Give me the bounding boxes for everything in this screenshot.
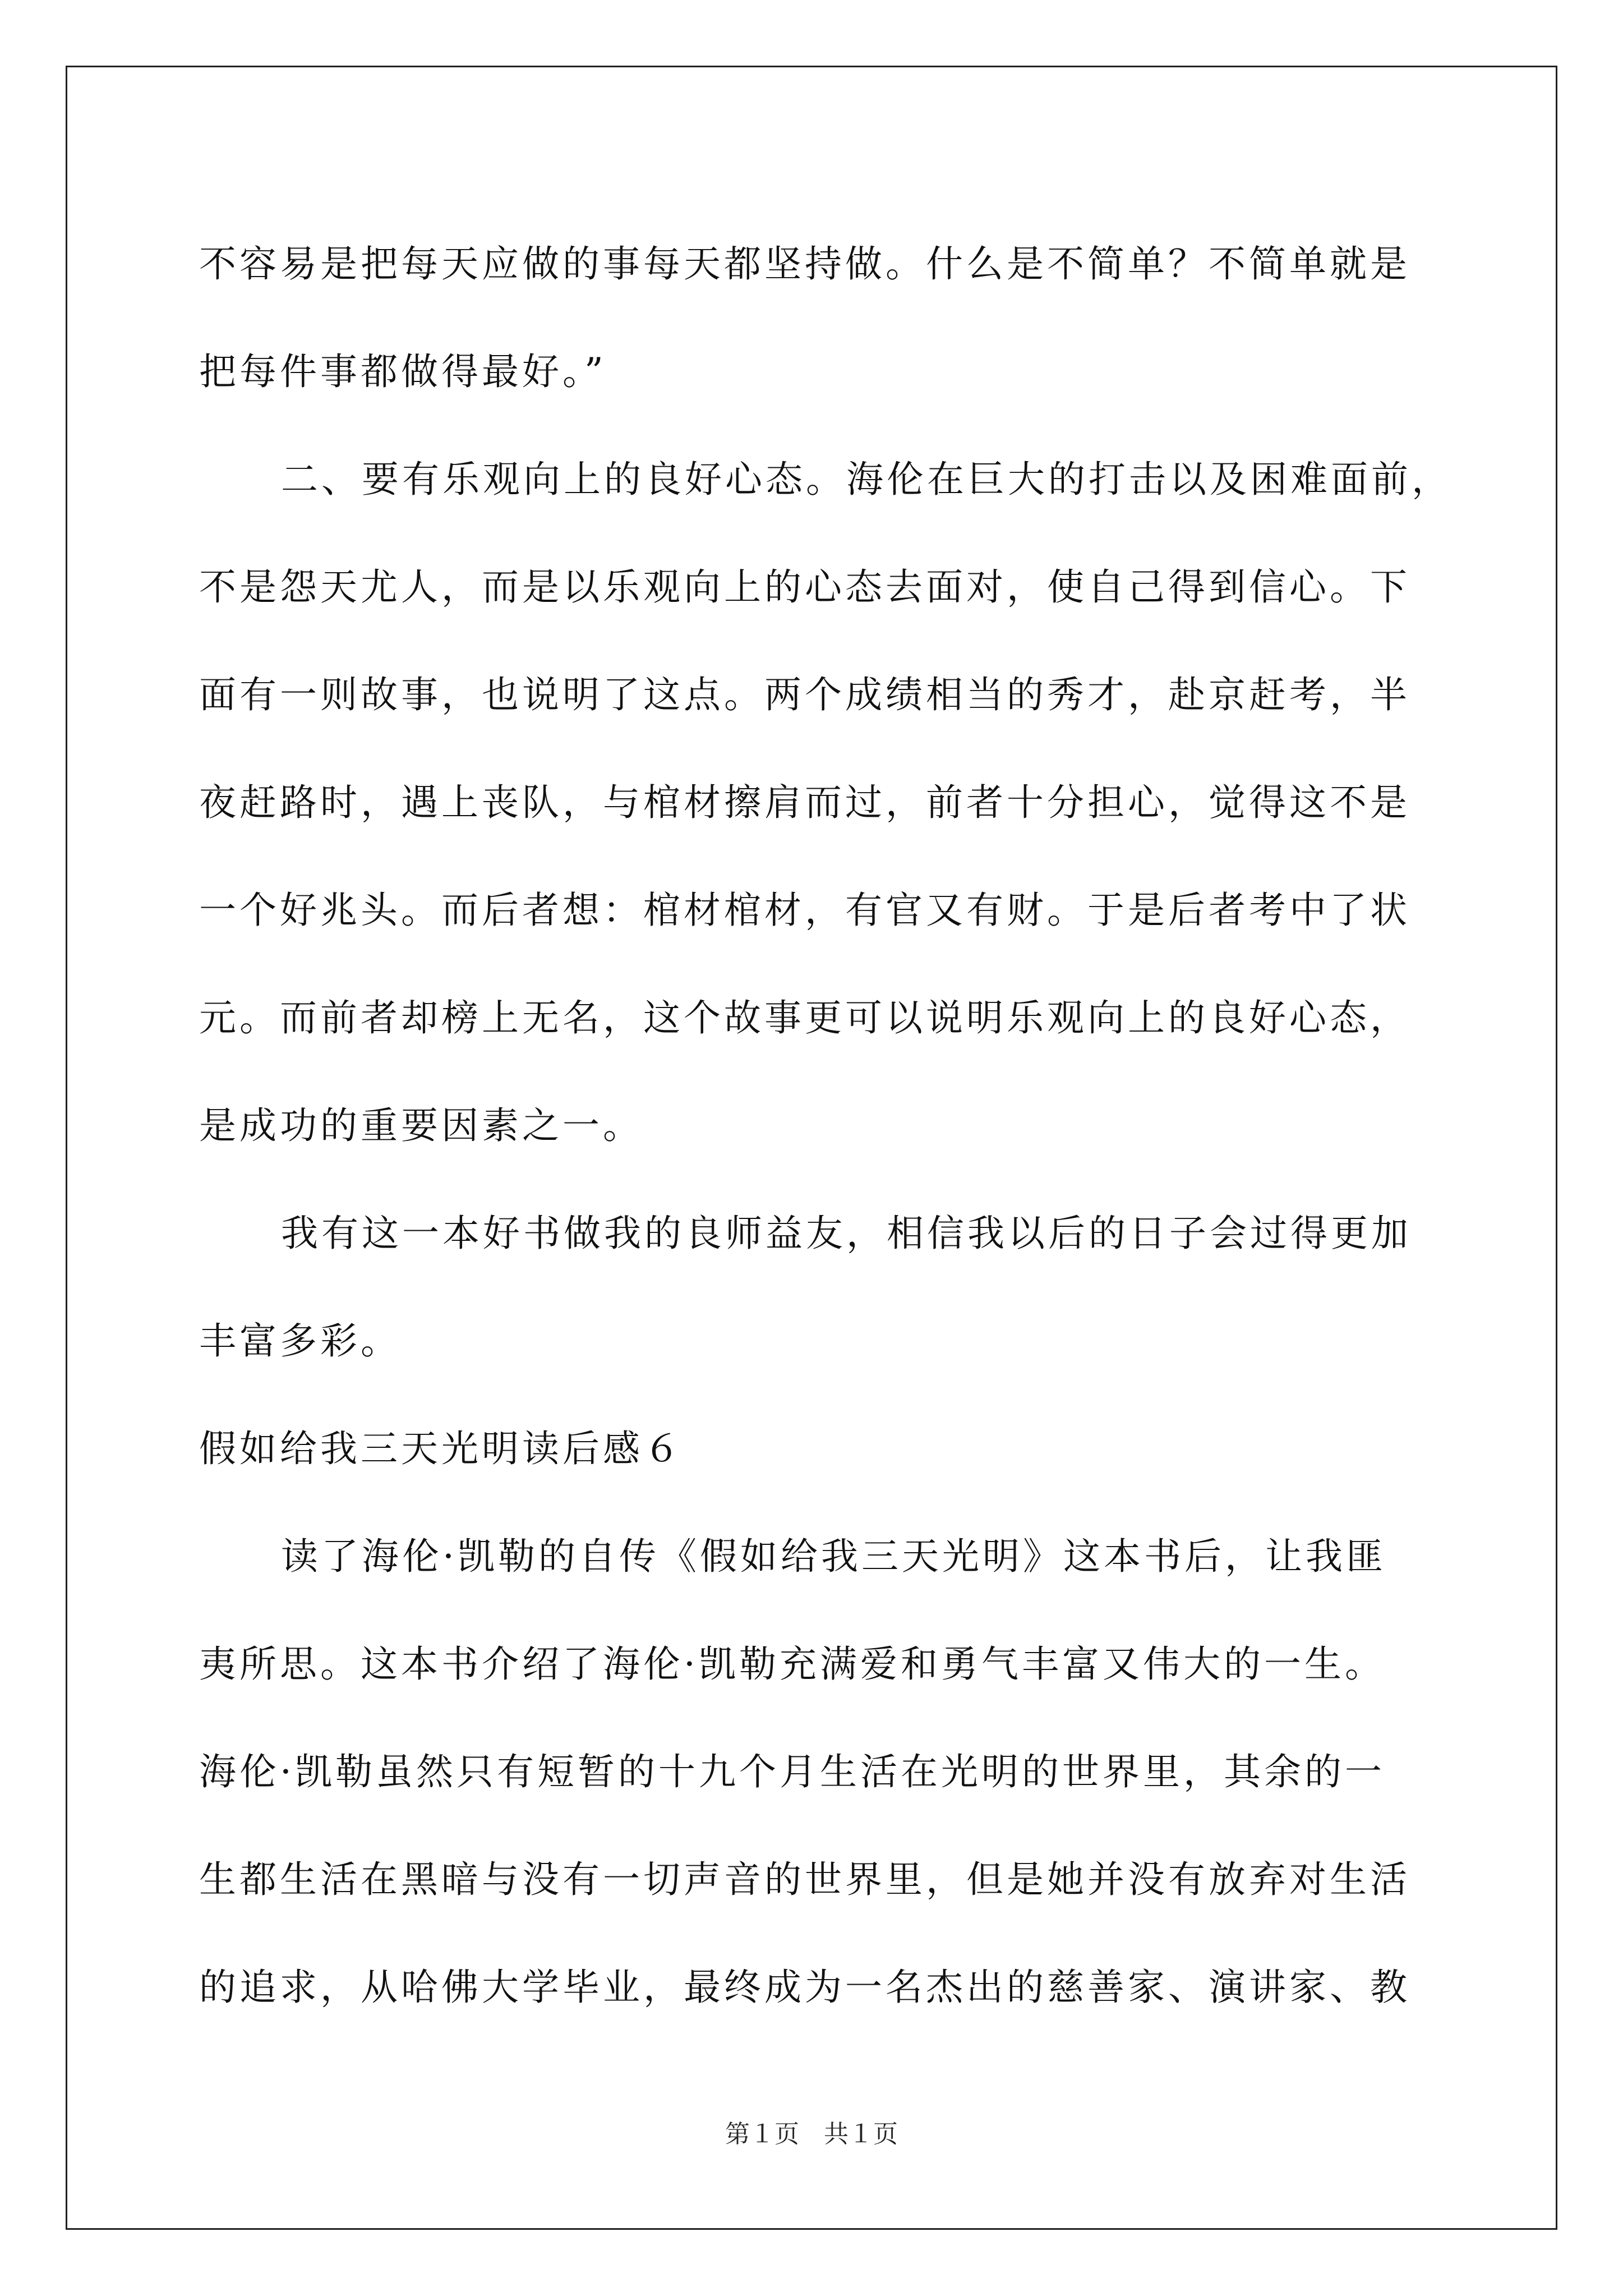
paragraph-start-line-13: 读了海伦·凯勒的自传《假如给我三天光明》这本书后，让我匪 <box>281 1535 1386 1578</box>
text-line-17: 的追求，从哈佛大学毕业，最终成为一名杰出的慈善家、演讲家、教 <box>199 1966 1410 2009</box>
text-line-7: 一个好兆头。而后者想：棺材棺材，有官又有财。于是后者考中了状 <box>199 889 1410 932</box>
text-line-16: 生都生活在黑暗与没有一切声音的世界里，但是她并没有放弃对生活 <box>199 1858 1410 1901</box>
text-line-14: 夷所思。这本书介绍了海伦·凯勒充满爱和勇气丰富又伟大的一生。 <box>199 1642 1385 1686</box>
text-line-11: 丰富多彩。 <box>199 1319 401 1363</box>
text-line-1: 不容易是把每天应做的事每天都坚持做。什么是不简单？不简单就是 <box>199 242 1410 286</box>
text-line-8: 元。而前者却榜上无名，这个故事更可以说明乐观向上的良好心态， <box>199 996 1410 1039</box>
paragraph-start-line-3: 二、要有乐观向上的良好心态。海伦在巨大的打击以及困难面前， <box>281 458 1452 501</box>
text-line-2: 把每件事都做得最好。” <box>199 350 607 393</box>
text-line-4: 不是怨天尤人，而是以乐观向上的心态去面对，使自己得到信心。下 <box>199 565 1410 609</box>
section-heading: 假如给我三天光明读后感６ <box>199 1427 684 1470</box>
document-body <box>199 210 1452 2041</box>
text-line-6: 夜赶路时，遇上丧队，与棺材擦肩而过，前者十分担心，觉得这不是 <box>199 781 1410 824</box>
text-line-9: 是成功的重要因素之一。 <box>199 1104 643 1147</box>
text-line-5: 面有一则故事，也说明了这点。两个成绩相当的秀才，赴京赶考，半 <box>199 673 1410 716</box>
page-number-footer: 第１页 共１页 <box>725 2120 898 2148</box>
paragraph-start-line-10: 我有这一本好书做我的良师益友，相信我以后的日子会过得更加 <box>281 1212 1412 1255</box>
text-line-15: 海伦·凯勒虽然只有短暂的十九个月生活在光明的世界里，其余的一 <box>199 1750 1385 1793</box>
